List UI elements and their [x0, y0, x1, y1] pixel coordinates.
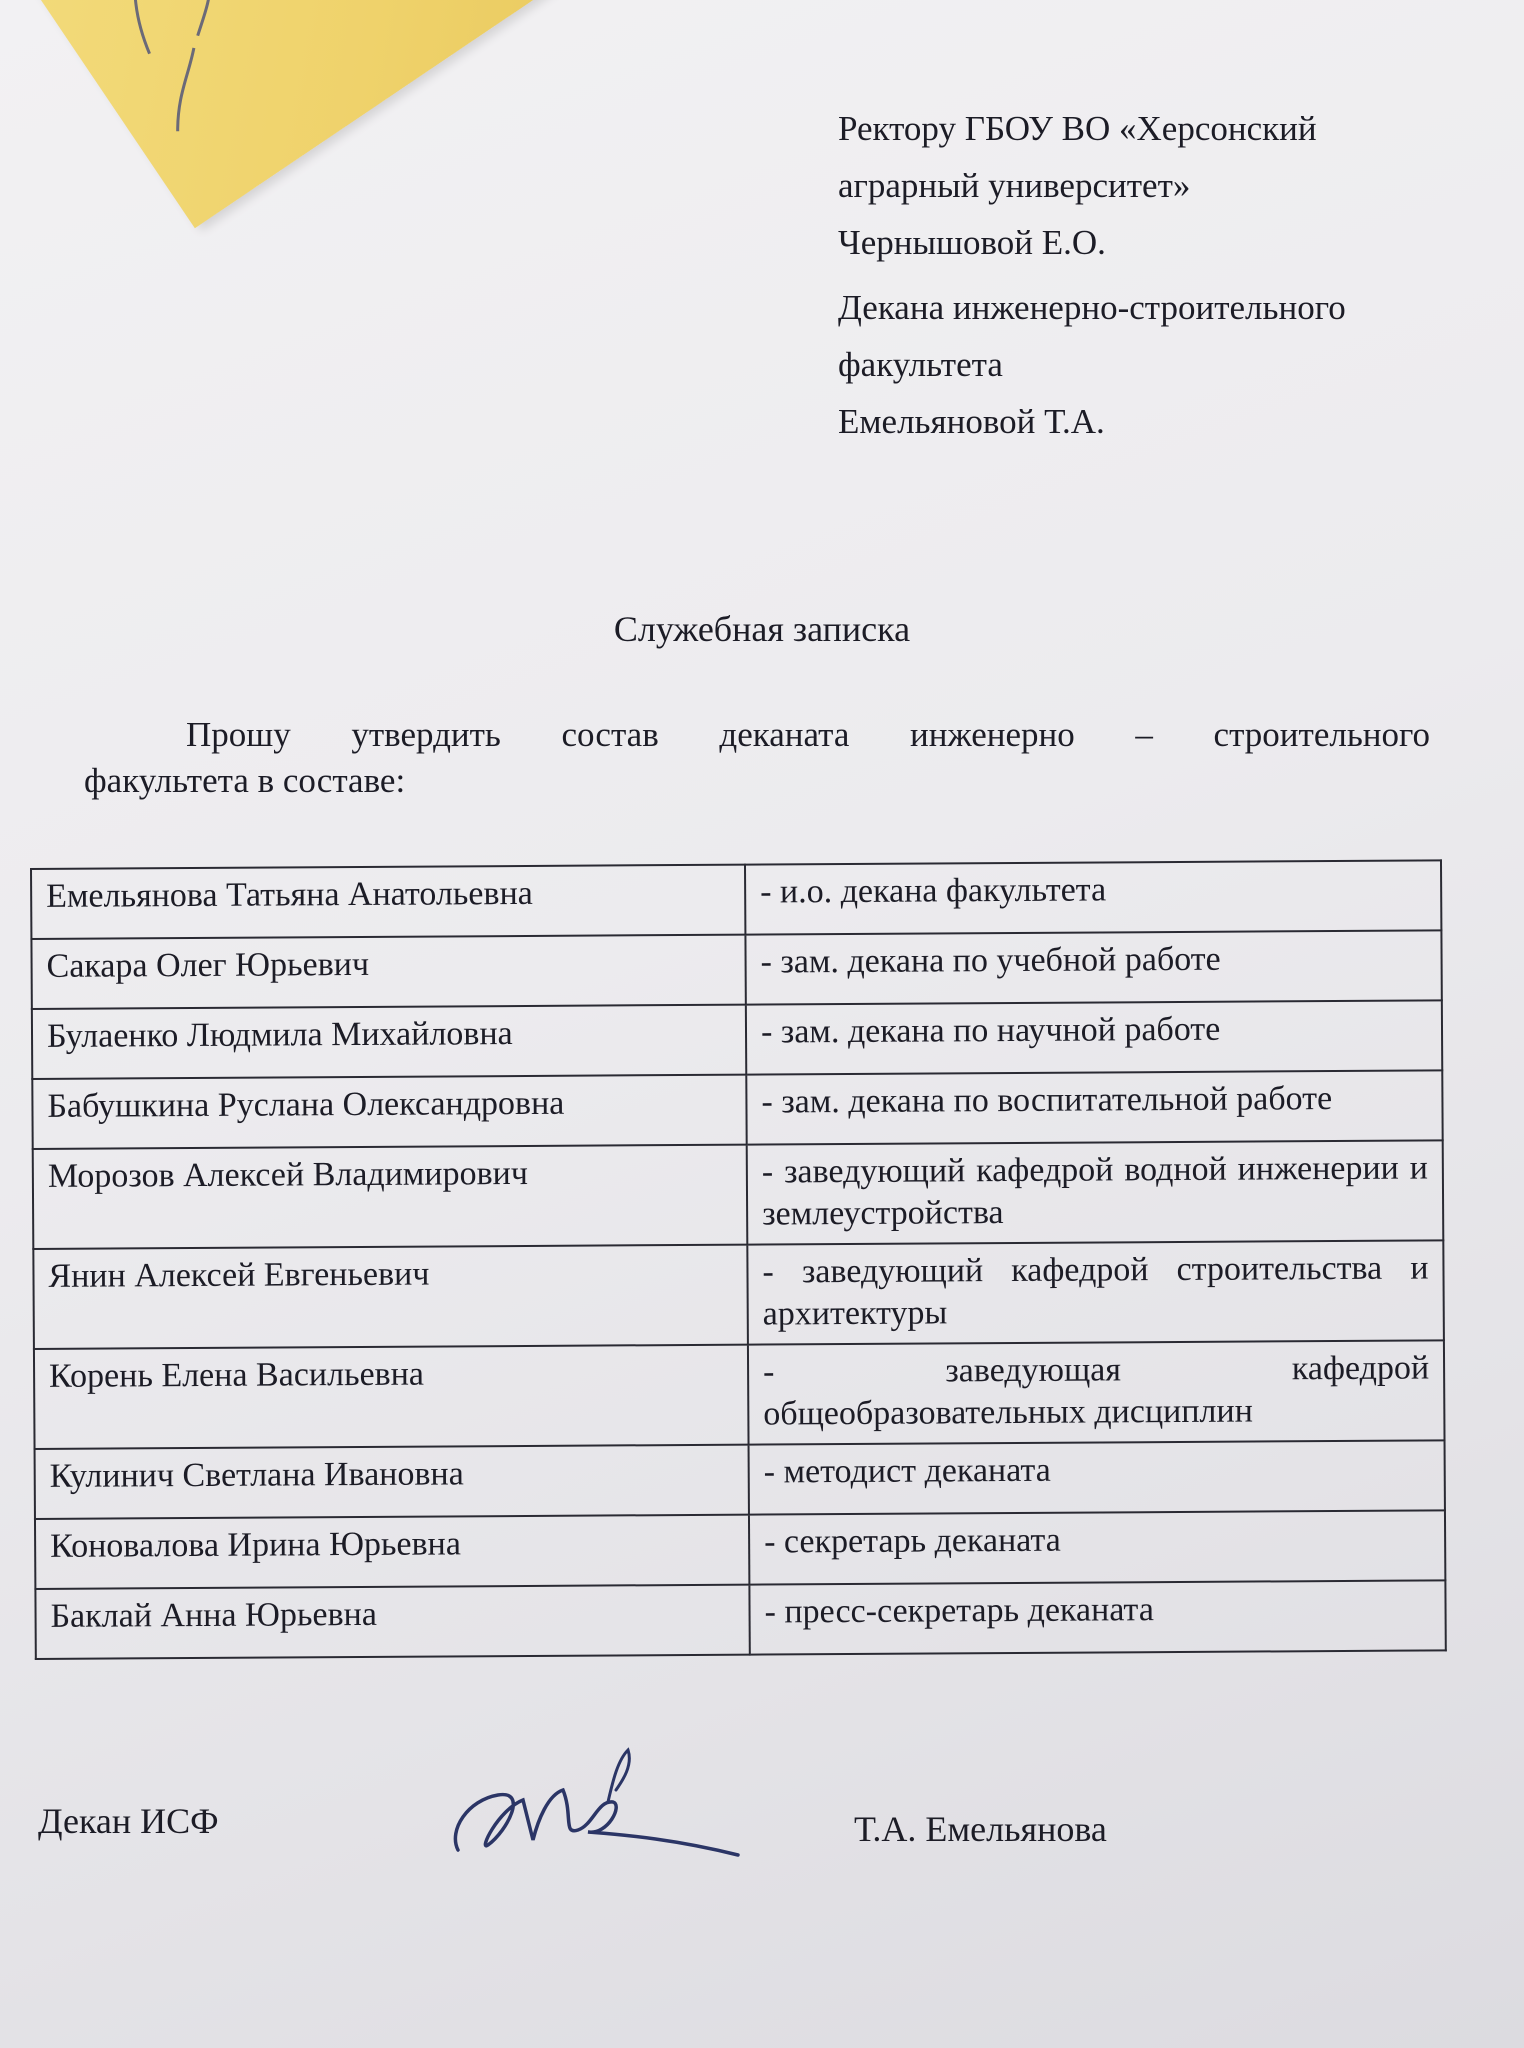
sticky-note — [0, 0, 692, 228]
intro-line-2: факультета в составе: — [84, 761, 406, 800]
signature-row — [38, 1800, 1438, 1910]
staff-role: - зам. декана по учебной работе — [745, 930, 1441, 1004]
signatory-position: Декан ИСФ — [38, 1801, 219, 1841]
staff-name: Корень Елена Васильевна — [34, 1345, 749, 1449]
table-row — [31, 930, 1441, 1009]
staff-role: - зам. декана по воспитательной работе — [746, 1070, 1442, 1144]
document-title: Служебная записка — [613, 609, 911, 649]
staff-name: Коновалова Ирина Юрьевна — [35, 1515, 749, 1589]
staff-role: - методист деканата — [749, 1440, 1445, 1514]
staff-role: - заведующий кафедрой строительства и архитектуры — [747, 1240, 1444, 1344]
addressee-line-4: Декана инженерно-строительного — [838, 288, 1346, 327]
addressee-line-2: аграрный университет» — [838, 166, 1191, 205]
table-row — [33, 1240, 1444, 1349]
intro-line-1: Прошу утвердить состав деканата инженерно – строительного — [186, 715, 1430, 754]
intro-paragraph — [84, 712, 1430, 804]
staff-role: - и.о. декана факультета — [745, 860, 1441, 934]
staff-name: Булаенко Людмила Михайловна — [32, 1005, 746, 1079]
staff-role: - секретарь деканата — [749, 1510, 1445, 1584]
handwritten-note-scribble — [0, 0, 554, 195]
staff-name: Сакара Олег Юрьевич — [31, 935, 745, 1009]
table-row — [33, 1140, 1444, 1249]
table-row — [31, 860, 1441, 939]
signatory-name: Т.А. Емельянова — [854, 1809, 1107, 1849]
table-row — [35, 1580, 1445, 1659]
table-row — [34, 1340, 1445, 1449]
staff-role: - заведующая кафедрой общеобразовательных дисциплин — [748, 1340, 1445, 1444]
table-row — [35, 1510, 1445, 1589]
addressee-line-3: Чернышовой Е.О. — [838, 223, 1106, 262]
handwritten-signature — [438, 1740, 758, 1880]
staff-role: - пресс-секретарь деканата — [749, 1580, 1445, 1654]
addressee-line-1: Ректору ГБОУ ВО «Херсонский — [838, 109, 1317, 148]
staff-role: - заведующий кафедрой водной инженерии и землеустройства — [747, 1140, 1444, 1244]
staff-name: Янин Алексей Евгеньевич — [33, 1245, 748, 1349]
staff-name: Бабушкина Руслана Олександровна — [32, 1075, 746, 1149]
staff-role: - зам. декана по научной работе — [746, 1000, 1442, 1074]
staff-table — [30, 859, 1447, 1660]
table-row — [32, 1070, 1442, 1149]
staff-name: Морозов Алексей Владимирович — [33, 1145, 748, 1249]
addressee-line-5: факультета — [838, 345, 1003, 384]
addressee-block — [838, 100, 1478, 450]
staff-name: Емельянова Татьяна Анатольевна — [31, 865, 745, 939]
staff-name: Кулинич Светлана Ивановна — [35, 1445, 749, 1519]
addressee-line-6: Емельяновой Т.А. — [838, 402, 1105, 441]
staff-name: Баклай Анна Юрьевна — [35, 1585, 749, 1659]
table-row — [35, 1440, 1445, 1519]
table-row — [32, 1000, 1442, 1079]
